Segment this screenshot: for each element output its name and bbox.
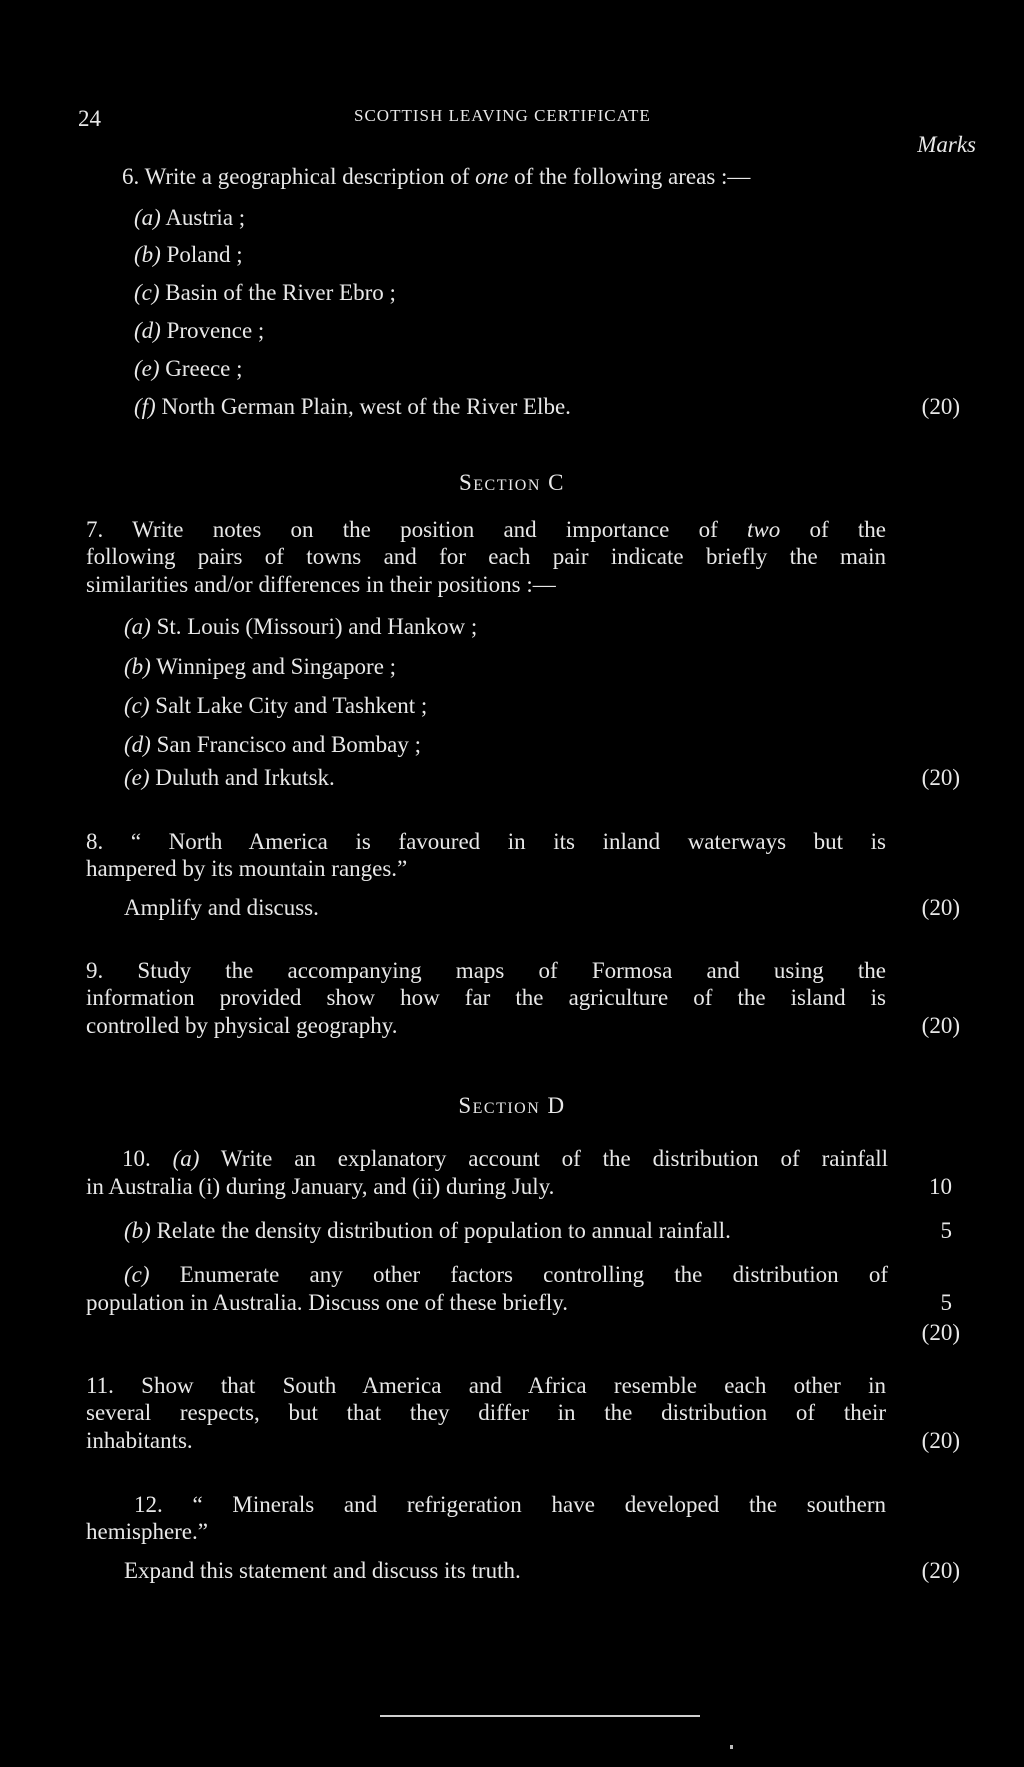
list-item (124, 654, 396, 680)
list-item (124, 732, 421, 758)
item-letter: (e) (124, 765, 150, 790)
question-number: 10. (122, 1146, 173, 1171)
item-text: St. Louis (Missouri) and Hankow ; (156, 614, 478, 639)
question-text: of the following areas :— (508, 164, 751, 189)
question-text-line (122, 1146, 888, 1172)
question-text-line: Expand this statement and discuss its truth. (124, 1558, 521, 1583)
question-text-line: inhabitants. (86, 1428, 193, 1453)
marks-total: (20) (921, 1320, 960, 1345)
question-text-line: information provided show how far the agriculture of the island is (86, 985, 886, 1010)
item-letter: (c) (124, 1262, 150, 1287)
item-text: Greece ; (165, 356, 243, 381)
text-span: Enumerate any other factors controlling the distribution of (149, 1262, 888, 1287)
list-item (124, 614, 477, 640)
question-number: 6. (122, 164, 140, 189)
marks-value: (20) (921, 394, 960, 419)
marks-value: (20) (921, 1013, 960, 1038)
marks-value: (20) (921, 765, 960, 790)
question-text-line: following pairs of towns and for each pair indicate briefly the main (86, 544, 886, 569)
running-title: SCOTTISH LEAVING CERTIFICATE (354, 106, 651, 125)
list-item (134, 280, 396, 306)
marks-value: 5 (940, 1218, 952, 1243)
item-letter: (c) (124, 693, 150, 718)
end-rule (380, 1715, 700, 1717)
question-text-line (124, 1262, 888, 1288)
item-text: North German Plain, west of the River Elbe. (161, 394, 571, 419)
marks-value: 10 (929, 1174, 952, 1199)
item-letter: (f) (134, 394, 156, 419)
marks-value: (20) (921, 1558, 960, 1583)
marks-value: (20) (921, 895, 960, 920)
ink-speck (730, 1745, 733, 1749)
item-letter: (a) (124, 614, 151, 639)
question-text-line: 9. Study the accompanying maps of Formosa and using the (86, 958, 886, 983)
list-item (134, 318, 264, 344)
item-text: Poland ; (166, 242, 243, 267)
item-text: Provence ; (166, 318, 265, 343)
question-text-line: similarities and/or differences in their positions :— (86, 572, 556, 597)
list-item (124, 765, 335, 791)
marks-column-heading: Marks (917, 132, 976, 157)
emphasis: two (747, 517, 781, 542)
question-text-line (124, 1218, 731, 1244)
question-text-line: controlled by physical geography. (86, 1013, 398, 1038)
question-text-line: hemisphere.” (86, 1519, 208, 1544)
text-span: of the (780, 517, 886, 542)
item-letter: (d) (124, 732, 151, 757)
marks-value: (20) (921, 1428, 960, 1453)
item-letter: (b) (134, 242, 161, 267)
question-text-line: hampered by its mountain ranges.” (86, 856, 408, 881)
marks-value: 5 (940, 1290, 952, 1315)
text-span: 7. Write notes on the position and importance of (86, 517, 748, 542)
item-text: San Francisco and Bombay ; (156, 732, 422, 757)
question-text-line: several respects, but that they differ in the distribution of their (86, 1400, 886, 1425)
question-text-line: 8. “ North America is favoured in its inland waterways but is (86, 829, 886, 854)
item-letter: (e) (134, 356, 160, 381)
question-text-line: Amplify and discuss. (124, 895, 319, 920)
text-span: Write an explanatory account of the distribution of rainfall (199, 1146, 888, 1171)
item-text: Austria ; (165, 205, 246, 230)
item-text: Winnipeg and Singapore ; (156, 654, 397, 679)
question-6-stem (122, 164, 750, 190)
item-text: Duluth and Irkutsk. (155, 765, 335, 790)
list-item (134, 394, 571, 420)
item-text: Salt Lake City and Tashkent ; (155, 693, 428, 718)
item-letter: (b) (124, 654, 151, 679)
item-letter: (d) (134, 318, 161, 343)
emphasis: one (475, 164, 509, 189)
item-text: Basin of the River Ebro ; (165, 280, 396, 305)
item-letter: (c) (134, 280, 160, 305)
question-text-line: 11. Show that South America and Africa resemble each other in (86, 1373, 886, 1398)
item-letter: (b) (124, 1218, 151, 1243)
list-item (134, 205, 245, 231)
question-text: Write a geographical description of (144, 164, 476, 189)
list-item (134, 242, 243, 268)
list-item (134, 356, 243, 382)
item-letter: (a) (172, 1146, 200, 1171)
item-letter: (a) (134, 205, 161, 230)
section-heading-c: Section C (458, 470, 566, 495)
question-text-line: population in Australia. Discuss one of these briefly. (86, 1290, 569, 1315)
list-item (124, 693, 427, 719)
question-text-line: in Australia (i) during January, and (ii) during July. (86, 1174, 555, 1199)
text-span: Relate the density distribution of population to annual rainfall. (150, 1218, 731, 1243)
page-number: 24 (78, 106, 101, 131)
question-text-line: 12. “ Minerals and refrigeration have developed the southern (134, 1492, 886, 1517)
question-text-line (86, 517, 886, 543)
section-heading-d: Section D (458, 1093, 566, 1118)
